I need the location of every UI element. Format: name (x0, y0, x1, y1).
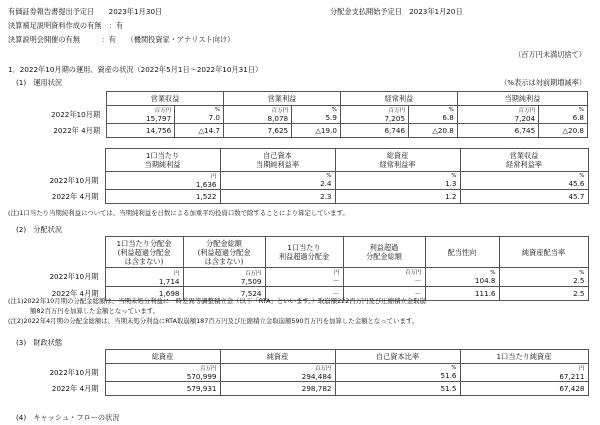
financial-subtitle: (3) 財政状態 (16, 338, 63, 347)
cell: % 1.3 (335, 172, 460, 190)
ratio-table (10, 148, 589, 204)
operations-subtitle: (1) 運用状況 (16, 78, 63, 87)
cell: % 6.8 (409, 106, 458, 124)
header-operating-revenue: 営業収益 (107, 92, 224, 106)
cell: 579,931 (105, 382, 220, 396)
distribution-note-1b: 額82百万円を加算した金額となっています。 (30, 307, 160, 315)
cell: 2.5 (499, 287, 588, 301)
row-label: 2022年 4月期 (51, 383, 99, 393)
distribution-note-2: (注2)2022年4月期の分配金総額は、当期未処分利益にRTA取崩額187百万円及び圧縮積立金取崩額590百万円を加算した金額となっています。 (8, 317, 419, 325)
financial-table (10, 349, 589, 396)
eps-note: (注)1口当たり当期純利益については、当期純利益を日数による加重平均投資口数で除することにより算定しています。 (8, 209, 349, 217)
row-label: 2022年 4月期 (51, 191, 99, 201)
header-net-asset-dividend: 純資産配当率 (499, 237, 588, 268)
header-total-distribution: 分配金総額 (利益超過分配金 は含まない) (183, 237, 265, 268)
header-ordinary-margin: 営業収益 経常利益率 (460, 149, 588, 172)
cell: 111.6 (425, 287, 499, 301)
row-label: 2022年 4月期 (53, 125, 101, 135)
distribution-subtitle: (2) 分配状況 (16, 225, 63, 234)
header-roe: 自己資本 当期純利益率 (220, 149, 335, 172)
cell: 6,745 (457, 124, 538, 138)
cell: 2.3 (220, 190, 335, 204)
header-net-assets: 純資産 (220, 350, 335, 364)
header-operating-income: 営業利益 (224, 92, 341, 106)
cell: 7,625 (224, 124, 292, 138)
cell: 百万円 294,484 (220, 364, 335, 382)
header-total-assets: 総資産 (105, 350, 220, 364)
header-excess-dps: 1口当たり 利益超過分配金 (265, 237, 343, 268)
cell: 円 1,636 (105, 172, 220, 190)
briefing-session-flag: 決算説明会開催の有無 ：有 （機関投資家・アナリスト向け） (8, 35, 235, 44)
cell: △19.0 (292, 124, 341, 138)
cell: 1,522 (105, 190, 220, 204)
header-equity-ratio: 自己資本比率 (335, 350, 460, 364)
cell: 1.2 (335, 190, 460, 204)
cell: % 51.6 (335, 364, 460, 382)
distribution-start-date: 分配金支払開始予定日 2023年1月20日 (330, 7, 463, 16)
section1-title: 1．2022年10月期の運用、資産の状況（2022年5月1日～2022年10月31日） (8, 65, 263, 74)
header-roa: 総資産 経常利益率 (335, 149, 460, 172)
cell: 百万円 7,204 (457, 106, 538, 124)
cell: 百万円 8,078 (224, 106, 292, 124)
row-label: 2022年10月期 (49, 272, 99, 281)
cell: 百万円 7,509 (183, 268, 265, 287)
cell: 6,746 (340, 124, 408, 138)
cell: 1,698 (105, 287, 183, 301)
cell: △14.7 (175, 124, 224, 138)
row-label: 2022年10月期 (49, 175, 99, 185)
cashflow-subtitle: (4) キャッシュ・フローの状況 (16, 413, 120, 422)
cell: 百万円 7,205 (340, 106, 408, 124)
cell: 円 1,714 (105, 268, 183, 287)
cell: 円 67,211 (460, 364, 588, 382)
unit-note: （百万円未満切捨て） (514, 50, 586, 59)
cell: 百万円 － (343, 268, 425, 287)
cell: △20.8 (539, 124, 588, 138)
report-submission-date: 有価証券報告書提出予定日 2023年1月30日 (8, 7, 163, 16)
cell: － (265, 287, 343, 301)
distribution-note-1: (注1)2022年10月期の分配金総額は、当期未処分利益に一時差異等調整積立金（以下「RTA」といいます。）取崩額222百万円及び圧縮積立金取崩 (8, 297, 426, 305)
header-eps: 1口当たり 当期純利益 (105, 149, 220, 172)
cell: % 2.4 (220, 172, 335, 190)
distribution-table (10, 236, 589, 301)
cell: 45.7 (460, 190, 588, 204)
cell: % 104.8 (425, 268, 499, 287)
cell: 298,782 (220, 382, 335, 396)
header-net-income: 当期純利益 (457, 92, 587, 106)
cell: % 5.9 (292, 106, 341, 124)
row-label: 2022年10月期 (51, 109, 101, 119)
header-nav-per-unit: 1口当たり純資産 (460, 350, 588, 364)
row-label: 2022年 4月期 (51, 288, 99, 298)
supplementary-material-flag: 決算補足説明資料作成の有無 ：有 (8, 21, 124, 30)
cell: 百万円 15,797 (107, 106, 175, 124)
cell: － (343, 287, 425, 301)
header-payout-ratio: 配当性向 (425, 237, 499, 268)
cell: 円 － (265, 268, 343, 287)
cell: 67,428 (460, 382, 588, 396)
cell: 51.5 (335, 382, 460, 396)
operations-table (10, 91, 588, 138)
cell: △20.8 (409, 124, 458, 138)
cell: 7,524 (183, 287, 265, 301)
header-dps: 1口当たり分配金 (利益超過分配金 は含まない) (105, 237, 183, 268)
cell: % 45.6 (460, 172, 588, 190)
header-excess-total: 利益超過 分配金総額 (343, 237, 425, 268)
row-label: 2022年10月期 (49, 367, 99, 377)
cell: % 6.8 (539, 106, 588, 124)
cell: % 2.5 (499, 268, 588, 287)
cell: 14,756 (107, 124, 175, 138)
cell: % 7.0 (175, 106, 224, 124)
header-ordinary-income: 経常利益 (340, 92, 457, 106)
percent-note: （%表示は対前期増減率） (500, 78, 586, 87)
cell: 百万円 570,999 (105, 364, 220, 382)
